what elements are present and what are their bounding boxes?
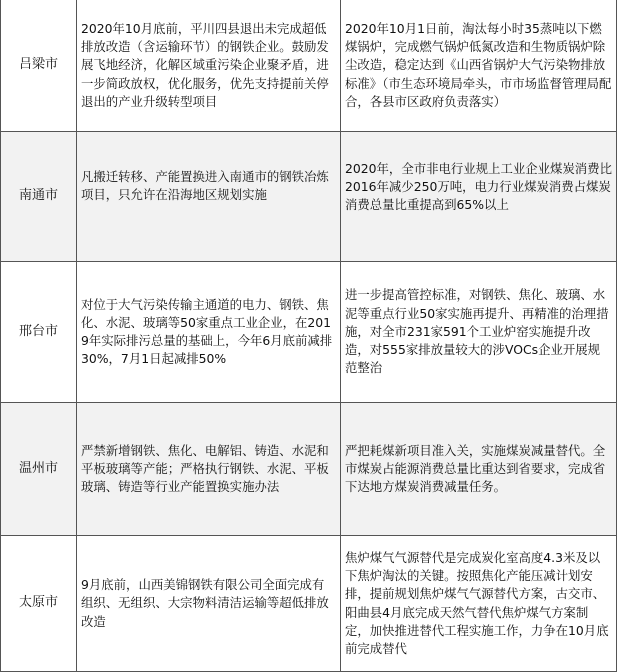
energy-measure-cell: 焦炉煤气气源替代是完成炭化室高度4.3米及以下焦炉淘汰的关键。按照焦化产能压减计划安排，提前规划焦炉煤气气源替代方案，古交市、阳曲县4月底完成天然气替代焦炉煤气方案制定，加快推进替代工程实施工作，力争在10月底前完成替代 [341, 536, 617, 672]
table-row [1, 403, 617, 536]
industry-measure-cell: 凡搬迁转移、产能置换进入南通市的钢铁冶炼项目，只允许在沿海地区规划实施 [77, 132, 341, 262]
table-row [1, 262, 617, 403]
city-cell: 邢台市 [1, 262, 77, 403]
industry-measure-cell: 9月底前，山西美锦钢铁有限公司全面完成有组织、无组织、大宗物料清洁运输等超低排放改造 [77, 536, 341, 672]
energy-measure-cell: 2020年10月1日前，淘汰每小时35蒸吨以下燃煤锅炉，完成燃气锅炉低氮改造和生物质锅炉除尘改造，稳定达到《山西省锅炉大气污染物排放标准》（市生态环境局牵头，市市场监督管理局配合，各县市区政府负责落实） [341, 0, 617, 132]
energy-measure-cell: 进一步提高管控标准，对钢铁、焦化、玻璃、水泥等重点行业50家实施再提升、再精准的治理措施，对全市231家591个工业炉窑实施提升改造，对555家排放量较大的涉VOCs企业开展规范整治 [341, 262, 617, 403]
city-cell: 太原市 [1, 536, 77, 672]
city-cell: 温州市 [1, 403, 77, 536]
city-cell: 吕梁市 [1, 0, 77, 132]
table-row [1, 0, 617, 132]
energy-measure-cell: 2020年，全市非电行业规上工业企业煤炭消费比2016年减少250万吨，电力行业煤炭消费占煤炭消费总量比重提高到65%以上 [341, 132, 617, 262]
energy-measure-cell: 严把耗煤新项目准入关，实施煤炭减量替代。全市煤炭占能源消费总量比重达到省要求，完成省下达地方煤炭消费减量任务。 [341, 403, 617, 536]
industry-measure-cell: 2020年10月底前，平川四县退出未完成超低排放改造（含运输环节）的钢铁企业。鼓励发展飞地经济，化解区域重污染企业聚矛盾，进一步简政放权，优化服务，优先支持提前关停退出的产业升级转型项目 [77, 0, 341, 132]
city-cell: 南通市 [1, 132, 77, 262]
industry-measure-cell: 对位于大气污染传输主通道的电力、钢铁、焦化、水泥、玻璃等50家重点工业企业，在2019年实际排污总量的基础上，今年6月底前减排30%，7月1日起减排50% [77, 262, 341, 403]
table-row [1, 536, 617, 672]
industry-measure-cell: 严禁新增钢铁、焦化、电解铝、铸造、水泥和平板玻璃等产能；严格执行钢铁、水泥、平板玻璃、铸造等行业产能置换实施办法 [77, 403, 341, 536]
table-row [1, 132, 617, 262]
